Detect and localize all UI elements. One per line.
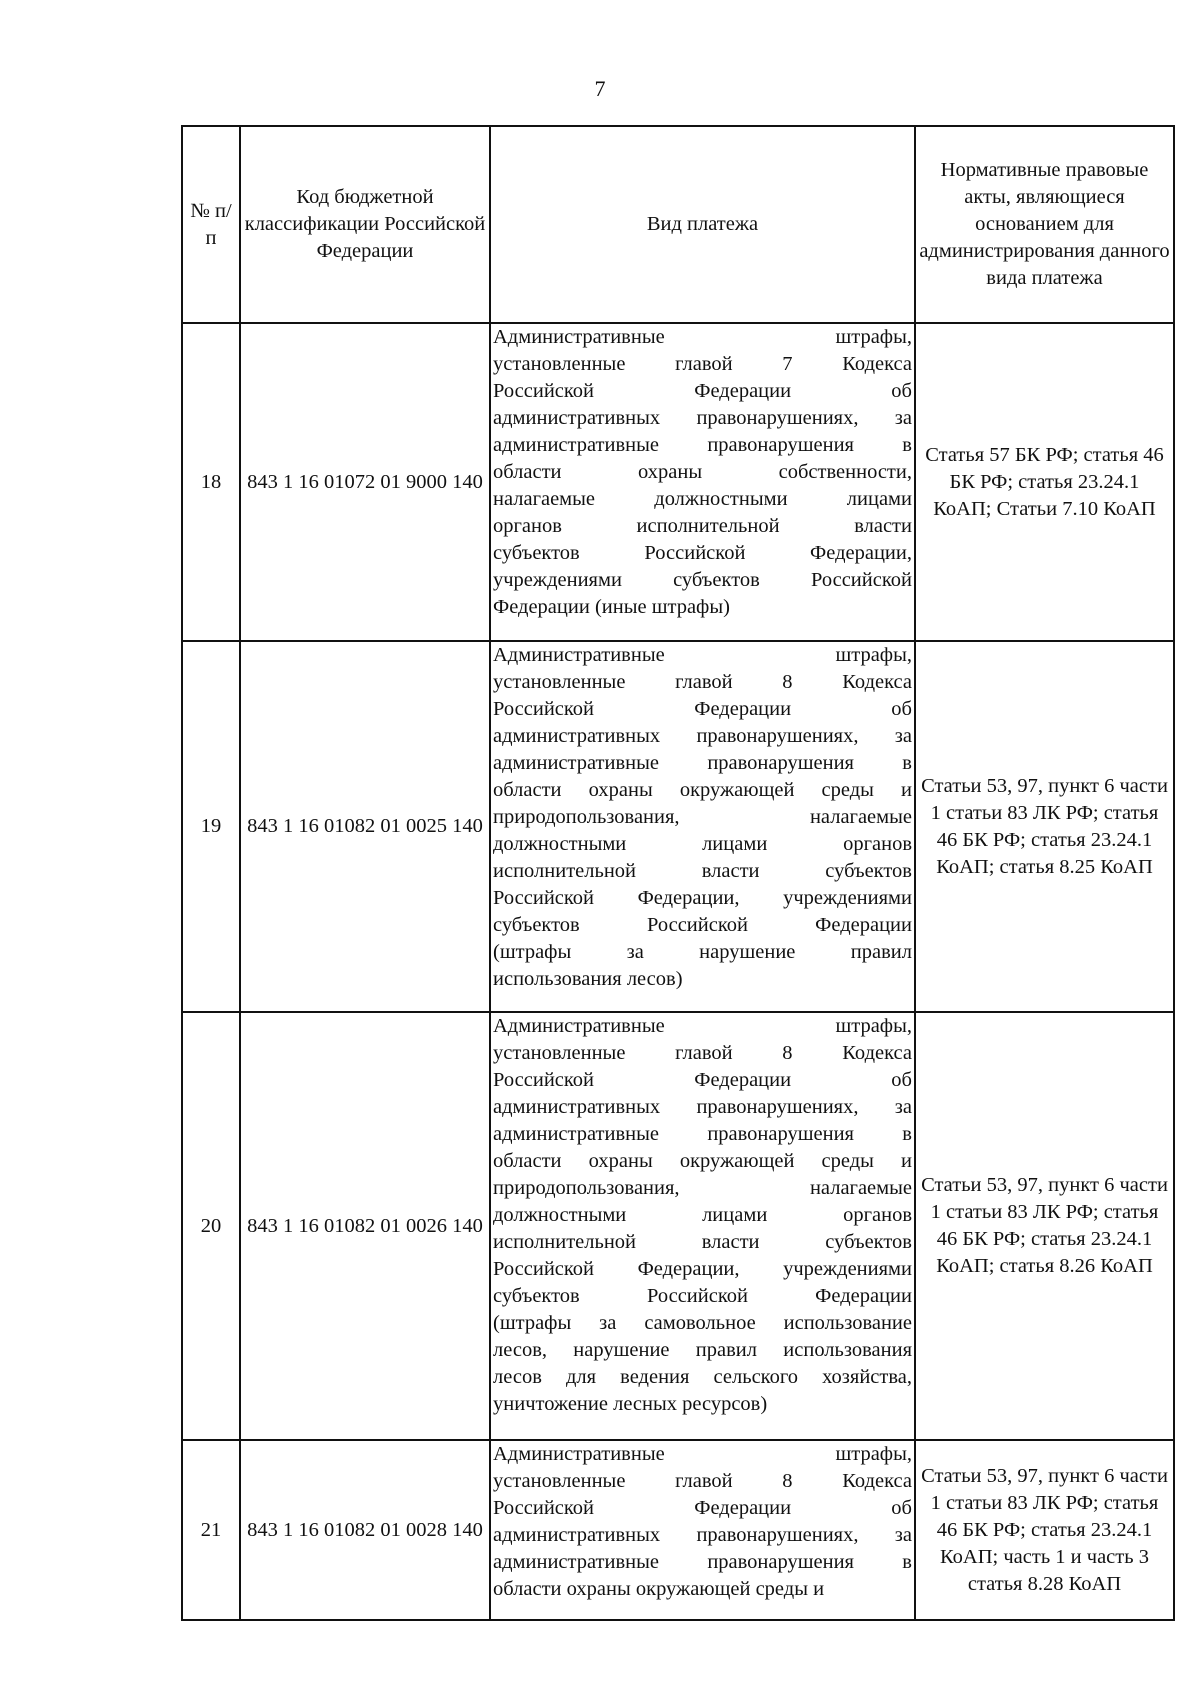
type-line: (штрафы за самовольное использование [493, 1312, 912, 1334]
row-num: 18 [182, 323, 240, 641]
type-line: установленные главой 7 Кодекса [493, 353, 912, 375]
row-acts: Статьи 53, 97, пункт 6 части 1 статьи 83 ЛК РФ; статья 46 БК РФ; статья 23.24.1 КоАП; статья 8.25 КоАП [915, 641, 1174, 1012]
row-acts: Статьи 53, 97, пункт 6 части 1 статьи 83 ЛК РФ; статья 46 БК РФ; статья 23.24.1 КоАП; статья 8.26 КоАП [915, 1012, 1174, 1440]
row-type [490, 641, 915, 1012]
type-line: исполнительной власти субъектов [493, 860, 912, 882]
type-line: Административные штрафы, [493, 326, 912, 348]
table-row [182, 1440, 1174, 1620]
type-line: административные правонарушения в [493, 752, 912, 774]
type-line: установленные главой 8 Кодекса [493, 1470, 912, 1492]
type-line: природопользования, налагаемые [493, 806, 912, 828]
type-line: области охраны окружающей среды и [493, 1150, 912, 1172]
table-row [182, 1012, 1174, 1440]
type-line: уничтожение лесных ресурсов) [493, 1393, 768, 1415]
type-line: Административные штрафы, [493, 1443, 912, 1465]
type-line: исполнительной власти субъектов [493, 1231, 912, 1253]
row-acts: Статьи 53, 97, пункт 6 части 1 статьи 83 ЛК РФ; статья 46 БК РФ; статья 23.24.1 КоАП; часть 1 и часть 3 статья 8.28 КоАП [915, 1440, 1174, 1620]
type-line: Административные штрафы, [493, 644, 912, 666]
budget-classification-table [181, 125, 1175, 1621]
type-line: Российской Федерации, учреждениями [493, 887, 912, 909]
type-line: должностными лицами органов [493, 1204, 912, 1226]
type-line: Российской Федерации об [493, 1069, 912, 1091]
header-type: Вид платежа [490, 126, 915, 323]
type-line: должностными лицами органов [493, 833, 912, 855]
type-line: органов исполнительной власти [493, 515, 912, 537]
type-line: Российской Федерации об [493, 380, 912, 402]
type-line: лесов для ведения сельского хозяйства, [493, 1366, 912, 1388]
type-line: административных правонарушениях, за [493, 1096, 912, 1118]
type-line: области охраны окружающей среды и [493, 1578, 825, 1600]
type-line: Российской Федерации об [493, 1497, 912, 1519]
type-line: природопользования, налагаемые [493, 1177, 912, 1199]
row-code: 843 1 16 01072 01 9000 140 [240, 323, 490, 641]
row-code: 843 1 16 01082 01 0028 140 [240, 1440, 490, 1620]
row-type [490, 1012, 915, 1440]
type-line: учреждениями субъектов Российской [493, 569, 912, 591]
row-code: 843 1 16 01082 01 0026 140 [240, 1012, 490, 1440]
row-num: 20 [182, 1012, 240, 1440]
type-line: Российской Федерации, учреждениями [493, 1258, 912, 1280]
type-line: установленные главой 8 Кодекса [493, 1042, 912, 1064]
type-line: административные правонарушения в [493, 1551, 912, 1573]
type-line: Федерации (иные штрафы) [493, 596, 730, 618]
type-line: административных правонарушениях, за [493, 407, 912, 429]
type-line: использования лесов) [493, 968, 683, 990]
type-line: Административные штрафы, [493, 1015, 912, 1037]
row-num: 19 [182, 641, 240, 1012]
header-code: Код бюджетной классификации Российской Федерации [240, 126, 490, 323]
type-line: административных правонарушениях, за [493, 1524, 912, 1546]
type-line: области охраны окружающей среды и [493, 779, 912, 801]
header-acts: Нормативные правовые акты, являющиеся основанием для администрирования данного вида платежа [915, 126, 1174, 323]
type-line: (штрафы за нарушение правил [493, 941, 912, 963]
type-line: налагаемые должностными лицами [493, 488, 912, 510]
type-line: административные правонарушения в [493, 1123, 912, 1145]
row-code: 843 1 16 01082 01 0025 140 [240, 641, 490, 1012]
table-row [182, 641, 1174, 1012]
table-row [182, 323, 1174, 641]
type-line: области охраны собственности, [493, 461, 912, 483]
row-type [490, 1440, 915, 1620]
row-type [490, 323, 915, 641]
row-num: 21 [182, 1440, 240, 1620]
type-line: субъектов Российской Федерации, [493, 542, 912, 564]
type-line: субъектов Российской Федерации [493, 1285, 912, 1307]
table-header-row [182, 126, 1174, 323]
page-number: 7 [594, 76, 606, 101]
row-acts: Статья 57 БК РФ; статья 46 БК РФ; статья 23.24.1 КоАП; Статьи 7.10 КоАП [915, 323, 1174, 641]
type-line: лесов, нарушение правил использования [493, 1339, 912, 1361]
type-line: субъектов Российской Федерации [493, 914, 912, 936]
type-line: Российской Федерации об [493, 698, 912, 720]
type-line: административные правонарушения в [493, 434, 912, 456]
type-line: установленные главой 8 Кодекса [493, 671, 912, 693]
header-num: № п/п [182, 126, 240, 323]
type-line: административных правонарушениях, за [493, 725, 912, 747]
